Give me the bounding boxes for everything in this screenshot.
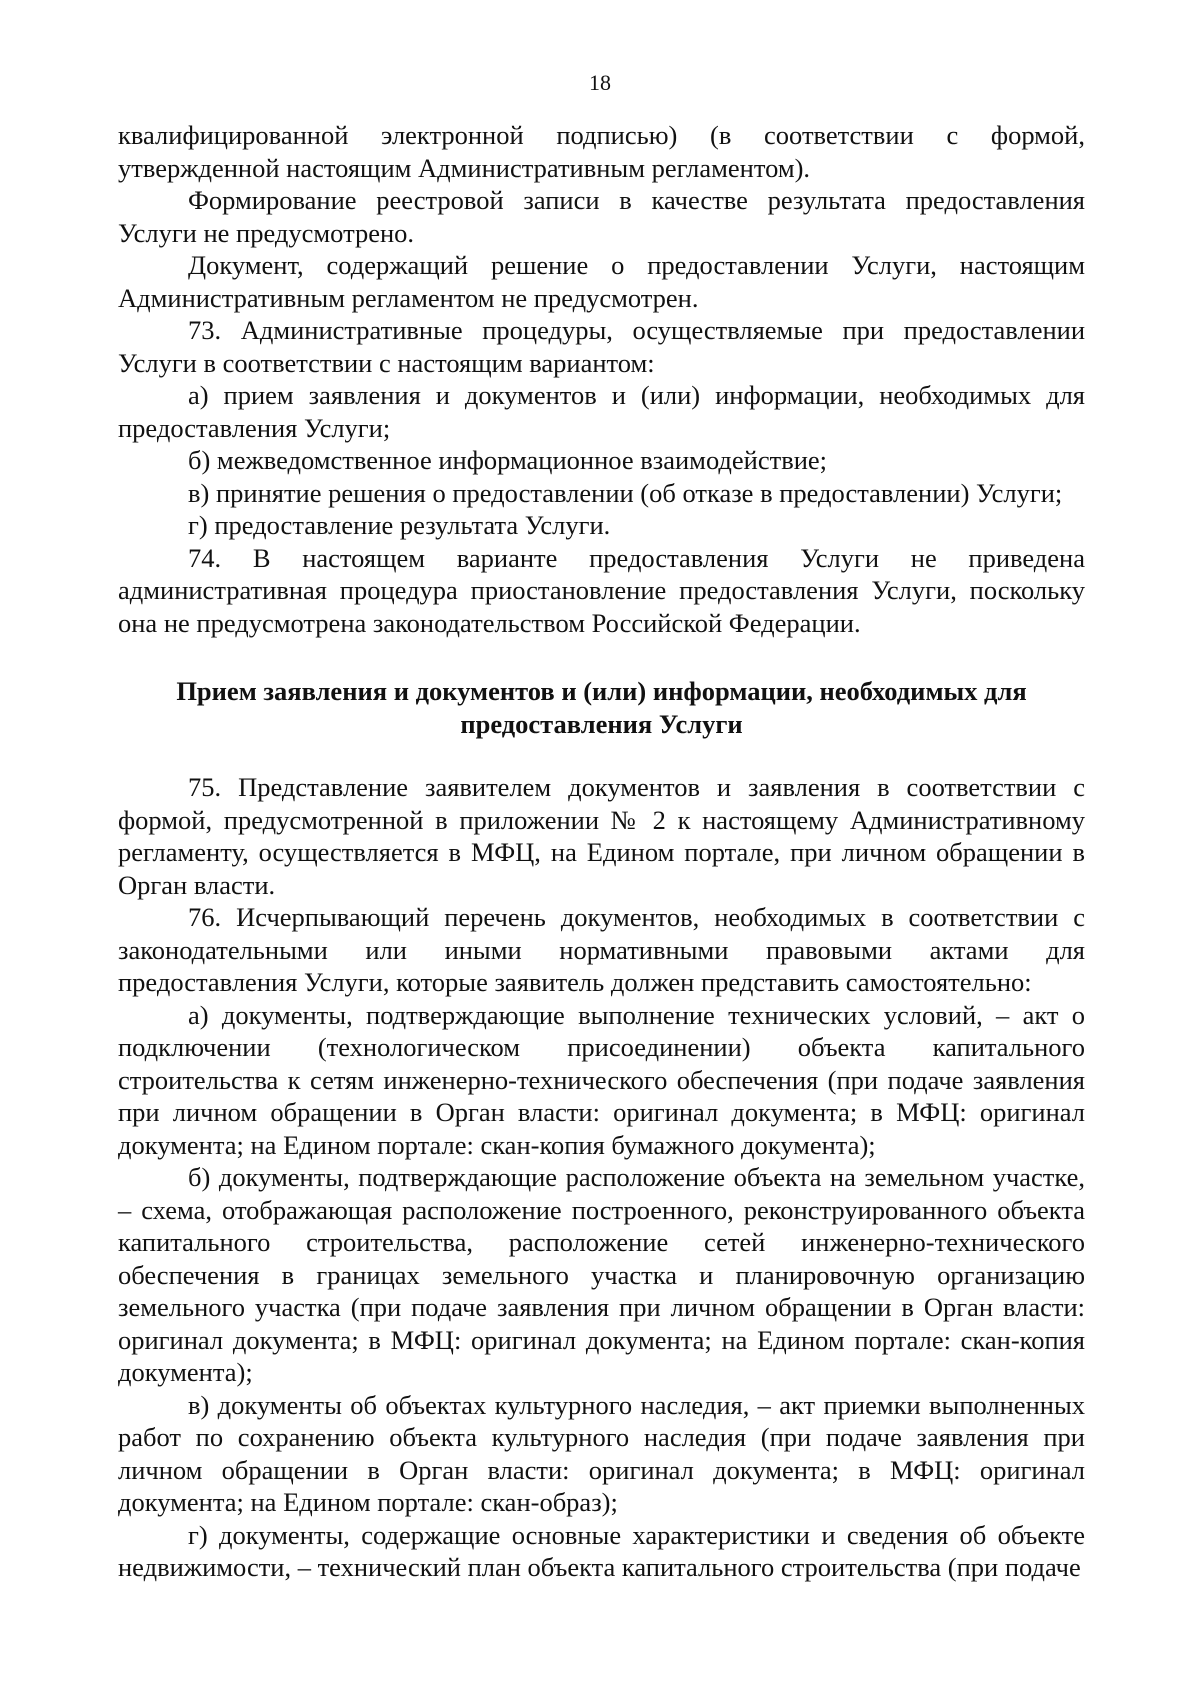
paragraph-item-75: 75. Представление заявителем документов и заявления в соответствии с формой, предусмотренной в приложении № 2 к настоящему Административному регламенту, осуществляется в МФЦ, на Едином портале, при личном обращении в Орган власти. bbox=[118, 772, 1085, 900]
document-body bbox=[118, 119, 1085, 1584]
list-item-a: а) прием заявления и документов и (или) информации, необходимых для предоставления Услуги; bbox=[118, 380, 1085, 443]
list-item-g: г) предоставление результата Услуги. bbox=[188, 510, 611, 540]
list-item-g: г) документы, содержащие основные характеристики и сведения об объекте недвижимости, – технический план объекта капитального строительства (при подаче bbox=[118, 1519, 1085, 1582]
paragraph: Документ, содержащий решение о предоставлении Услуги, настоящим Административным регламентом не предусмотрен. bbox=[118, 250, 1085, 313]
paragraph-item-73: 73. Административные процедуры, осуществляемые при предоставлении Услуги в соответствии с настоящим вариантом: bbox=[118, 315, 1085, 378]
section-heading: Прием заявления и документов и (или) информации, необходимых для предоставления Услуги bbox=[176, 676, 1027, 739]
list-item-v: в) принятие решения о предоставлении (об отказе в предоставлении) Услуги; bbox=[188, 477, 1063, 508]
list-item-b: б) межведомственное информационное взаимодействие; bbox=[188, 445, 828, 475]
list-item-v: в) документы об объектах культурного наследия, – акт приемки выполненных работ по сохранению объекта культурного наследия (при подаче заявления при личном обращении в Орган власти: оригинал документа; в МФЦ: оригинал документа; на Едином портале: скан-образ); bbox=[118, 1389, 1085, 1517]
list-item-a: а) документы, подтверждающие выполнение технических условий, – акт о подключении (технологическом присоединении) объекта капитального строительства к сетям инженерно-технического обеспечения (при подаче заявления при личном обращении в Орган власти: оригинал документа; в МФЦ: оригинал документа; на Едином портале: скан-копия бумажного документа); bbox=[118, 999, 1085, 1160]
list-item-b: б) документы, подтверждающие расположение объекта на земельном участке, – схема, отображающая расположение построенного, реконструированного объекта капитального строительства, расположение сетей инженерно-технического обеспечения в границах земельного участка и планировочную организацию земельного участка (при подаче заявления при личном обращении в Орган власти: оригинал документа; в МФЦ: оригинал документа; на Едином портале: скан-копия документа); bbox=[118, 1162, 1085, 1387]
paragraph: Формирование реестровой записи в качестве результата предоставления Услуги не предусмотрено. bbox=[118, 185, 1085, 248]
paragraph: квалифицированной электронной подписью) (в соответствии с формой, утвержденной настоящим Административным регламентом). bbox=[118, 120, 1085, 183]
page-number: 18 bbox=[589, 70, 611, 95]
paragraph-item-74: 74. В настоящем варианте предоставления Услуги не приведена административная процедура приостановление предоставления Услуги, поскольку она не предусмотрена законодательством Российской Федерации. bbox=[118, 542, 1085, 638]
paragraph-item-76: 76. Исчерпывающий перечень документов, необходимых в соответствии с законодательными или иными нормативными правовыми актами для предоставления Услуги, которые заявитель должен представить самостоятельно: bbox=[118, 902, 1085, 997]
